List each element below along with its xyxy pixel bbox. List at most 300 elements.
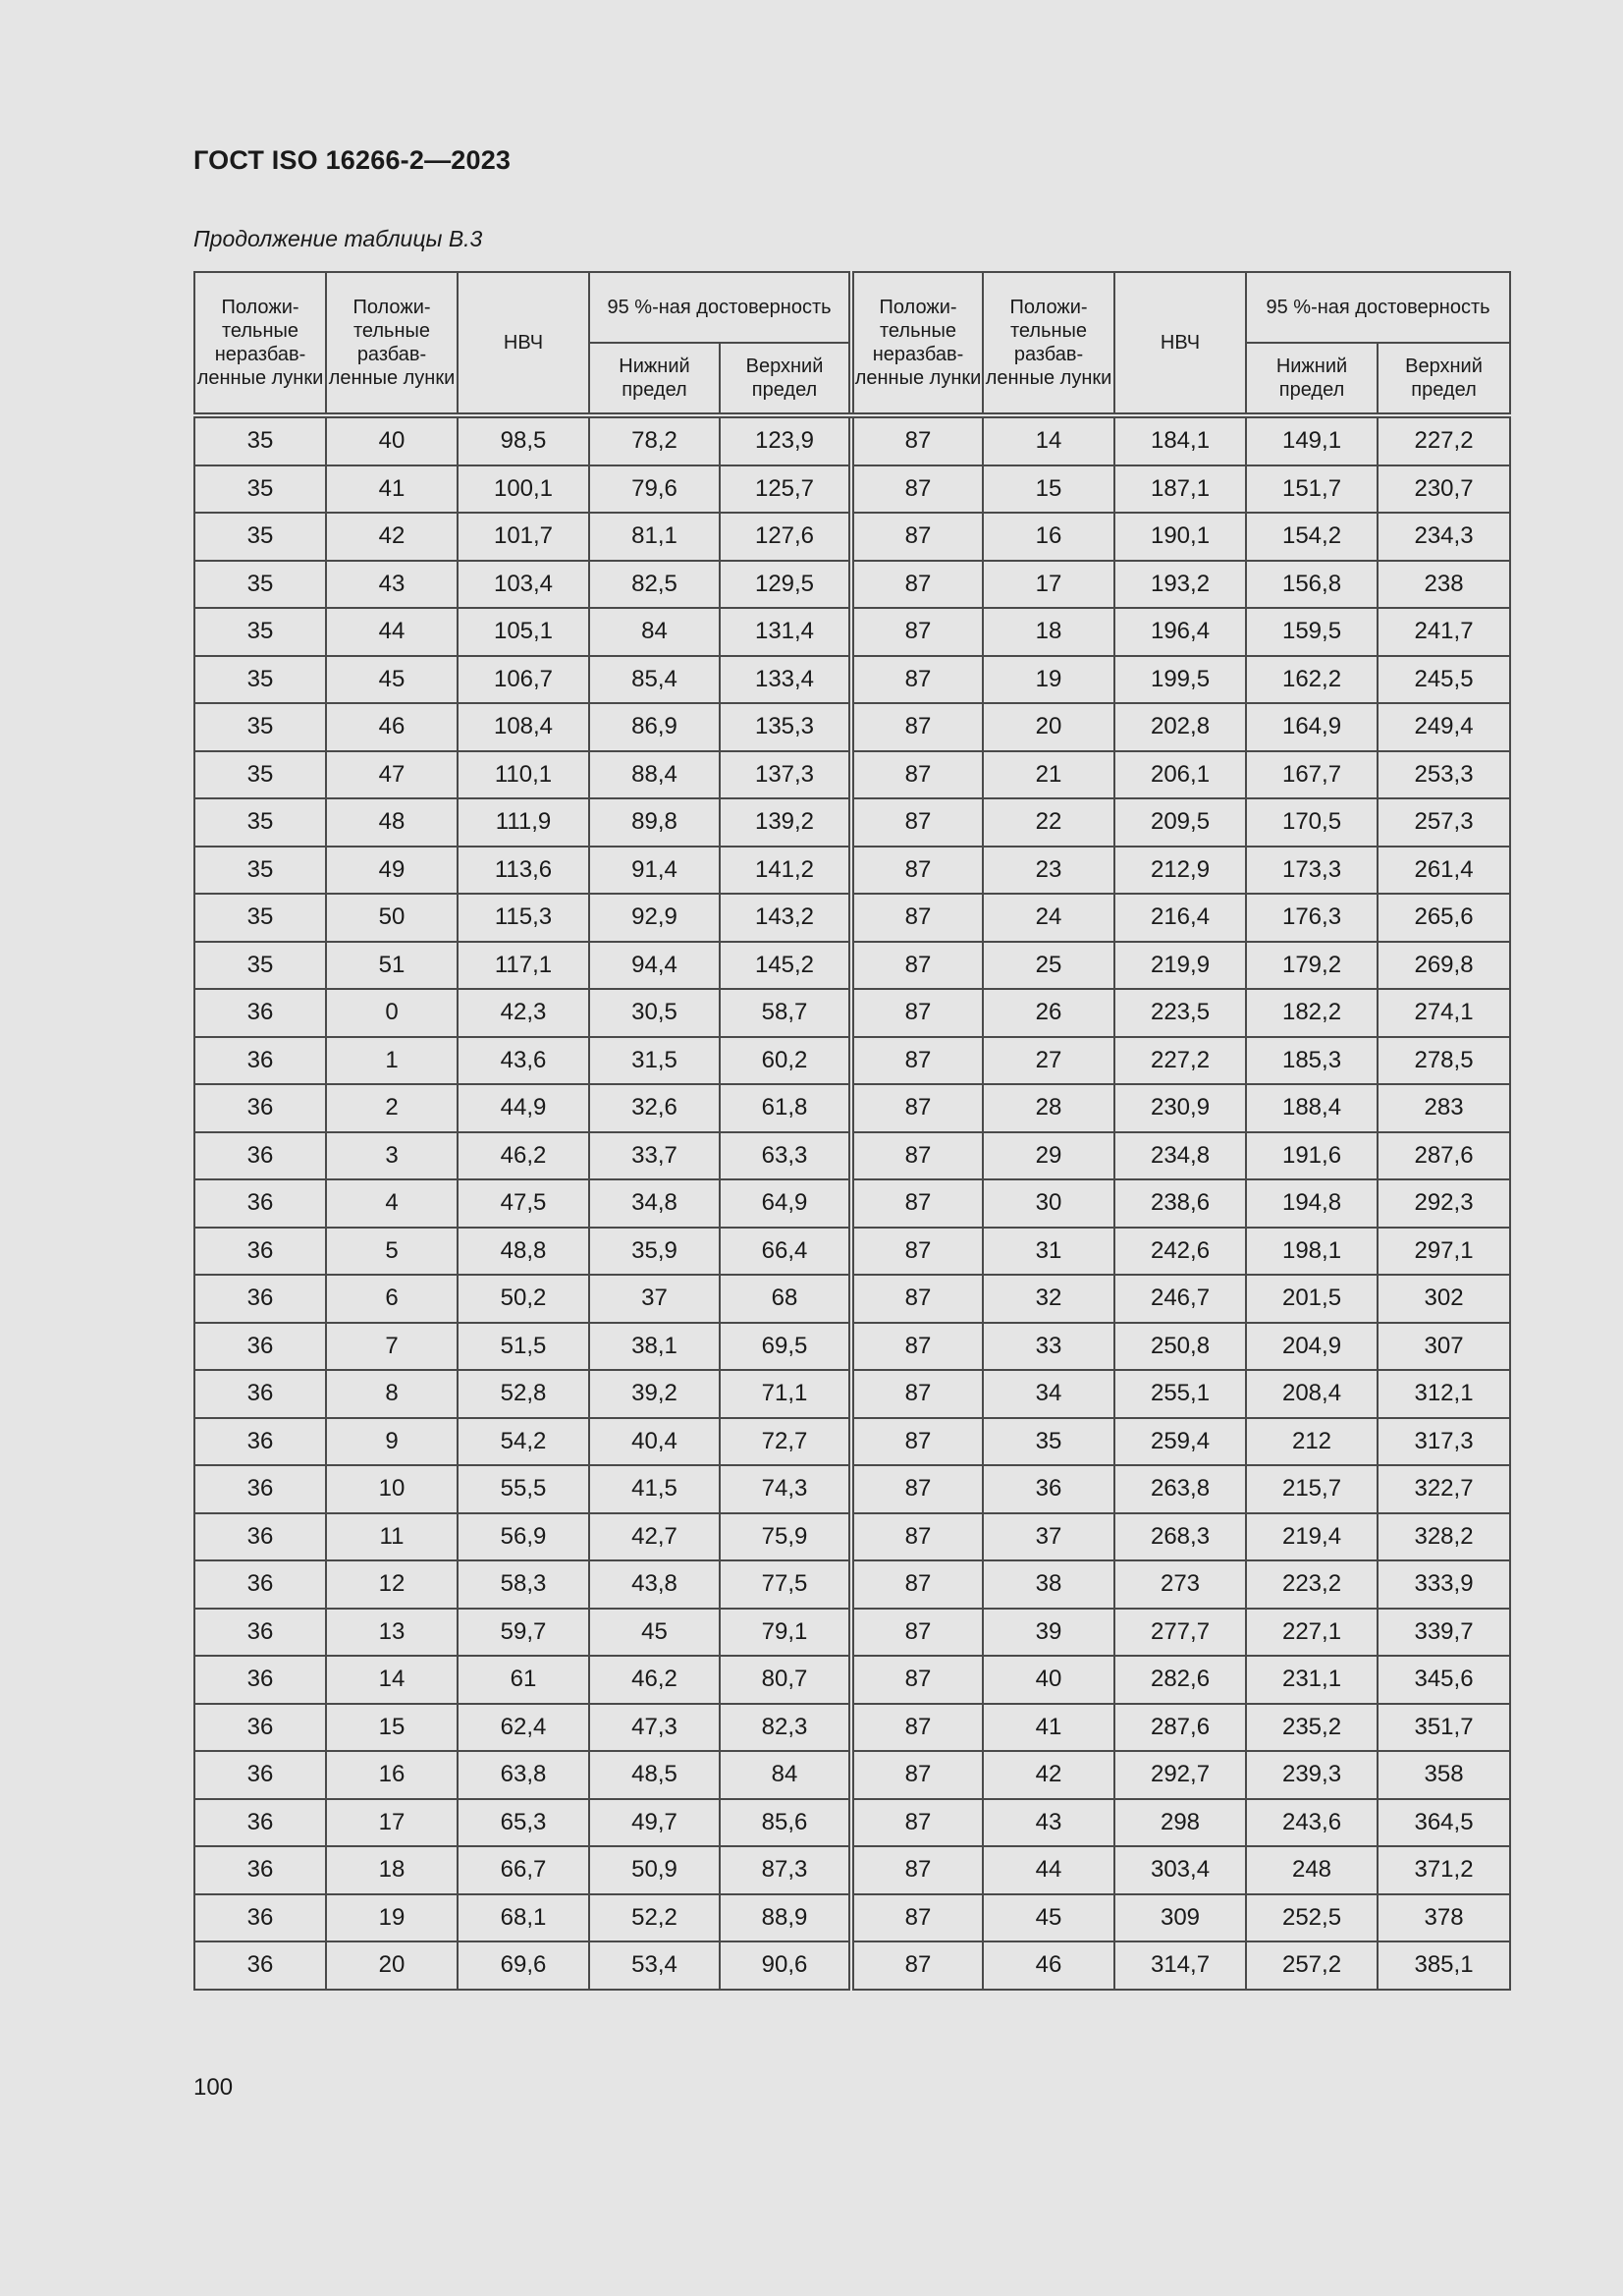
cell-positive-undiluted: 36: [194, 1704, 326, 1752]
cell-positive-diluted: 44: [983, 1846, 1114, 1894]
cell-positive-diluted: 16: [326, 1751, 458, 1799]
cell-mpn: 115,3: [458, 894, 589, 942]
cell-upper-limit: 238: [1378, 561, 1510, 609]
cell-positive-diluted: 12: [326, 1560, 458, 1609]
cell-mpn: 69,6: [458, 1941, 589, 1990]
cell-lower-limit: 42,7: [589, 1513, 720, 1561]
cell-lower-limit: 223,2: [1246, 1560, 1378, 1609]
header-lower-limit: [589, 343, 720, 415]
cell-positive-undiluted: 87: [851, 1323, 983, 1371]
cell-positive-diluted: 29: [983, 1132, 1114, 1180]
cell-mpn: 59,7: [458, 1609, 589, 1657]
cell-positive-undiluted: 36: [194, 1323, 326, 1371]
cell-mpn: 242,6: [1114, 1228, 1246, 1276]
cell-positive-diluted: 37: [983, 1513, 1114, 1561]
cell-upper-limit: 141,2: [720, 847, 851, 895]
cell-positive-undiluted: 36: [194, 1084, 326, 1132]
table-row: [194, 1513, 1510, 1561]
cell-positive-diluted: 19: [983, 656, 1114, 704]
cell-positive-diluted: 49: [326, 847, 458, 895]
cell-lower-limit: 45: [589, 1609, 720, 1657]
cell-positive-undiluted: 36: [194, 1846, 326, 1894]
cell-positive-diluted: 41: [983, 1704, 1114, 1752]
header-positive-undiluted: [851, 272, 983, 415]
cell-mpn: 255,1: [1114, 1370, 1246, 1418]
cell-mpn: 105,1: [458, 608, 589, 656]
cell-upper-limit: 333,9: [1378, 1560, 1510, 1609]
cell-mpn: 219,9: [1114, 942, 1246, 990]
cell-positive-diluted: 45: [326, 656, 458, 704]
cell-lower-limit: 30,5: [589, 989, 720, 1037]
cell-mpn: 268,3: [1114, 1513, 1246, 1561]
cell-positive-diluted: 18: [326, 1846, 458, 1894]
cell-lower-limit: 88,4: [589, 751, 720, 799]
cell-mpn: 54,2: [458, 1418, 589, 1466]
cell-upper-limit: 385,1: [1378, 1941, 1510, 1990]
cell-positive-undiluted: 87: [851, 1370, 983, 1418]
cell-positive-undiluted: 35: [194, 513, 326, 561]
cell-positive-diluted: 41: [326, 465, 458, 514]
cell-positive-diluted: 34: [983, 1370, 1114, 1418]
cell-positive-undiluted: 35: [194, 751, 326, 799]
header-mpn-label: НВЧ: [1160, 332, 1201, 354]
cell-positive-undiluted: 36: [194, 1609, 326, 1657]
cell-positive-undiluted: 35: [194, 703, 326, 751]
cell-lower-limit: 198,1: [1246, 1228, 1378, 1276]
cell-positive-undiluted: 87: [851, 847, 983, 895]
cell-upper-limit: 265,6: [1378, 894, 1510, 942]
cell-positive-undiluted: 87: [851, 751, 983, 799]
cell-mpn: 98,5: [458, 415, 589, 465]
cell-lower-limit: 85,4: [589, 656, 720, 704]
cell-positive-undiluted: 35: [194, 847, 326, 895]
table-row: [194, 1132, 1510, 1180]
cell-mpn: 273: [1114, 1560, 1246, 1609]
cell-upper-limit: 371,2: [1378, 1846, 1510, 1894]
cell-lower-limit: 176,3: [1246, 894, 1378, 942]
cell-lower-limit: 252,5: [1246, 1894, 1378, 1942]
header-positive-diluted: [326, 272, 458, 415]
cell-positive-undiluted: 87: [851, 1275, 983, 1323]
cell-mpn: 106,7: [458, 656, 589, 704]
cell-positive-diluted: 15: [326, 1704, 458, 1752]
cell-upper-limit: 58,7: [720, 989, 851, 1037]
cell-upper-limit: 68: [720, 1275, 851, 1323]
cell-lower-limit: 34,8: [589, 1179, 720, 1228]
cell-lower-limit: 170,5: [1246, 798, 1378, 847]
table-row: [194, 608, 1510, 656]
cell-positive-undiluted: 36: [194, 1941, 326, 1990]
cell-positive-undiluted: 36: [194, 1132, 326, 1180]
cell-mpn: 113,6: [458, 847, 589, 895]
table-row: [194, 465, 1510, 514]
cell-mpn: 55,5: [458, 1465, 589, 1513]
cell-positive-undiluted: 35: [194, 608, 326, 656]
cell-mpn: 184,1: [1114, 415, 1246, 465]
table-row: [194, 1656, 1510, 1704]
cell-positive-diluted: 17: [326, 1799, 458, 1847]
cell-lower-limit: 212: [1246, 1418, 1378, 1466]
cell-upper-limit: 345,6: [1378, 1656, 1510, 1704]
cell-positive-diluted: 19: [326, 1894, 458, 1942]
cell-upper-limit: 127,6: [720, 513, 851, 561]
cell-positive-undiluted: 87: [851, 798, 983, 847]
table-row: [194, 1846, 1510, 1894]
cell-lower-limit: 167,7: [1246, 751, 1378, 799]
cell-positive-diluted: 45: [983, 1894, 1114, 1942]
cell-upper-limit: 66,4: [720, 1228, 851, 1276]
table-row: [194, 1323, 1510, 1371]
cell-positive-undiluted: 36: [194, 1513, 326, 1561]
cell-positive-undiluted: 36: [194, 1370, 326, 1418]
cell-mpn: 196,4: [1114, 608, 1246, 656]
cell-lower-limit: 173,3: [1246, 847, 1378, 895]
cell-positive-undiluted: 87: [851, 1228, 983, 1276]
cell-mpn: 238,6: [1114, 1179, 1246, 1228]
cell-positive-diluted: 33: [983, 1323, 1114, 1371]
cell-upper-limit: 145,2: [720, 942, 851, 990]
header-positive-undiluted-label: Положи-тельные неразбав-ленные лунки: [854, 297, 982, 389]
cell-positive-undiluted: 36: [194, 1560, 326, 1609]
cell-positive-undiluted: 87: [851, 1418, 983, 1466]
cell-positive-diluted: 30: [983, 1179, 1114, 1228]
cell-positive-diluted: 46: [326, 703, 458, 751]
cell-upper-limit: 74,3: [720, 1465, 851, 1513]
cell-upper-limit: 64,9: [720, 1179, 851, 1228]
cell-lower-limit: 243,6: [1246, 1799, 1378, 1847]
cell-lower-limit: 201,5: [1246, 1275, 1378, 1323]
cell-positive-diluted: 14: [983, 415, 1114, 465]
cell-positive-diluted: 32: [983, 1275, 1114, 1323]
cell-lower-limit: 156,8: [1246, 561, 1378, 609]
cell-positive-diluted: 7: [326, 1323, 458, 1371]
cell-lower-limit: 149,1: [1246, 415, 1378, 465]
cell-lower-limit: 159,5: [1246, 608, 1378, 656]
header-lower-limit: [1246, 343, 1378, 415]
cell-lower-limit: 31,5: [589, 1037, 720, 1085]
cell-positive-diluted: 3: [326, 1132, 458, 1180]
cell-positive-undiluted: 35: [194, 465, 326, 514]
cell-positive-undiluted: 87: [851, 1037, 983, 1085]
cell-positive-diluted: 22: [983, 798, 1114, 847]
cell-upper-limit: 364,5: [1378, 1799, 1510, 1847]
cell-upper-limit: 278,5: [1378, 1037, 1510, 1085]
cell-positive-diluted: 25: [983, 942, 1114, 990]
table-row: [194, 1084, 1510, 1132]
table-row: [194, 415, 1510, 465]
cell-mpn: 58,3: [458, 1560, 589, 1609]
cell-upper-limit: 69,5: [720, 1323, 851, 1371]
cell-lower-limit: 37: [589, 1275, 720, 1323]
cell-mpn: 100,1: [458, 465, 589, 514]
cell-positive-undiluted: 87: [851, 415, 983, 465]
cell-mpn: 52,8: [458, 1370, 589, 1418]
cell-positive-diluted: 20: [983, 703, 1114, 751]
cell-positive-undiluted: 87: [851, 1179, 983, 1228]
header-positive-diluted-label: Положи-тельные разбав-ленные лунки: [985, 297, 1112, 389]
cell-positive-undiluted: 87: [851, 942, 983, 990]
cell-mpn: 42,3: [458, 989, 589, 1037]
cell-upper-limit: 227,2: [1378, 415, 1510, 465]
cell-positive-undiluted: 87: [851, 703, 983, 751]
cell-positive-diluted: 31: [983, 1228, 1114, 1276]
table-row: [194, 798, 1510, 847]
cell-lower-limit: 82,5: [589, 561, 720, 609]
cell-upper-limit: 317,3: [1378, 1418, 1510, 1466]
cell-positive-undiluted: 87: [851, 1799, 983, 1847]
table-row: [194, 751, 1510, 799]
table-row: [194, 1465, 1510, 1513]
cell-positive-diluted: 40: [983, 1656, 1114, 1704]
cell-positive-diluted: 44: [326, 608, 458, 656]
header-positive-diluted: [983, 272, 1114, 415]
cell-positive-diluted: 20: [326, 1941, 458, 1990]
cell-mpn: 263,8: [1114, 1465, 1246, 1513]
header-confidence-label: 95 %-ная достоверность: [1266, 297, 1490, 318]
cell-lower-limit: 49,7: [589, 1799, 720, 1847]
table-row: [194, 561, 1510, 609]
cell-lower-limit: 79,6: [589, 465, 720, 514]
cell-upper-limit: 129,5: [720, 561, 851, 609]
cell-positive-diluted: 28: [983, 1084, 1114, 1132]
cell-upper-limit: 87,3: [720, 1846, 851, 1894]
cell-mpn: 223,5: [1114, 989, 1246, 1037]
header-positive-diluted-label: Положи-тельные разбав-ленные лунки: [328, 297, 456, 389]
table-body: [194, 415, 1510, 1990]
cell-lower-limit: 91,4: [589, 847, 720, 895]
cell-positive-diluted: 11: [326, 1513, 458, 1561]
cell-positive-undiluted: 36: [194, 1179, 326, 1228]
cell-lower-limit: 154,2: [1246, 513, 1378, 561]
cell-positive-undiluted: 87: [851, 1941, 983, 1990]
cell-upper-limit: 302: [1378, 1275, 1510, 1323]
cell-positive-undiluted: 36: [194, 1037, 326, 1085]
header-lower-limit-label: Нижний предел: [619, 355, 690, 401]
header-mpn-label: НВЧ: [503, 332, 544, 354]
cell-upper-limit: 261,4: [1378, 847, 1510, 895]
cell-positive-undiluted: 87: [851, 1656, 983, 1704]
cell-mpn: 117,1: [458, 942, 589, 990]
header-positive-undiluted-label: Положи-тельные неразбав-ленные лунки: [196, 297, 324, 389]
cell-positive-diluted: 16: [983, 513, 1114, 561]
cell-upper-limit: 137,3: [720, 751, 851, 799]
cell-lower-limit: 48,5: [589, 1751, 720, 1799]
cell-mpn: 46,2: [458, 1132, 589, 1180]
table-row: [194, 989, 1510, 1037]
cell-mpn: 209,5: [1114, 798, 1246, 847]
table-row: [194, 656, 1510, 704]
cell-mpn: 63,8: [458, 1751, 589, 1799]
cell-lower-limit: 38,1: [589, 1323, 720, 1371]
cell-mpn: 48,8: [458, 1228, 589, 1276]
cell-lower-limit: 43,8: [589, 1560, 720, 1609]
table-row: [194, 1799, 1510, 1847]
cell-upper-limit: 88,9: [720, 1894, 851, 1942]
table-row: [194, 1704, 1510, 1752]
cell-lower-limit: 89,8: [589, 798, 720, 847]
cell-lower-limit: 179,2: [1246, 942, 1378, 990]
cell-mpn: 246,7: [1114, 1275, 1246, 1323]
cell-mpn: 43,6: [458, 1037, 589, 1085]
cell-positive-diluted: 47: [326, 751, 458, 799]
cell-mpn: 298: [1114, 1799, 1246, 1847]
cell-positive-undiluted: 87: [851, 1751, 983, 1799]
cell-lower-limit: 47,3: [589, 1704, 720, 1752]
table-row: [194, 1179, 1510, 1228]
cell-upper-limit: 230,7: [1378, 465, 1510, 514]
cell-lower-limit: 162,2: [1246, 656, 1378, 704]
cell-positive-diluted: 6: [326, 1275, 458, 1323]
cell-positive-diluted: 50: [326, 894, 458, 942]
header-mpn: [1114, 272, 1246, 415]
cell-upper-limit: 241,7: [1378, 608, 1510, 656]
cell-positive-diluted: 18: [983, 608, 1114, 656]
table-row: [194, 1941, 1510, 1990]
cell-upper-limit: 60,2: [720, 1037, 851, 1085]
cell-positive-undiluted: 36: [194, 1894, 326, 1942]
cell-mpn: 65,3: [458, 1799, 589, 1847]
cell-mpn: 309: [1114, 1894, 1246, 1942]
cell-lower-limit: 78,2: [589, 415, 720, 465]
header-upper-limit: [720, 343, 851, 415]
table-row: [194, 1370, 1510, 1418]
cell-upper-limit: 307: [1378, 1323, 1510, 1371]
table-row: [194, 1751, 1510, 1799]
cell-lower-limit: 164,9: [1246, 703, 1378, 751]
cell-mpn: 314,7: [1114, 1941, 1246, 1990]
cell-mpn: 62,4: [458, 1704, 589, 1752]
cell-positive-diluted: 8: [326, 1370, 458, 1418]
cell-mpn: 212,9: [1114, 847, 1246, 895]
cell-positive-undiluted: 36: [194, 1418, 326, 1466]
cell-positive-undiluted: 87: [851, 513, 983, 561]
header-upper-limit-label: Верхний предел: [1405, 355, 1483, 401]
cell-upper-limit: 312,1: [1378, 1370, 1510, 1418]
cell-mpn: 303,4: [1114, 1846, 1246, 1894]
cell-positive-undiluted: 87: [851, 1609, 983, 1657]
cell-mpn: 68,1: [458, 1894, 589, 1942]
cell-mpn: 190,1: [1114, 513, 1246, 561]
header-confidence: [1246, 272, 1510, 343]
cell-positive-undiluted: 35: [194, 415, 326, 465]
table-row: [194, 1609, 1510, 1657]
cell-lower-limit: 53,4: [589, 1941, 720, 1990]
cell-upper-limit: 85,6: [720, 1799, 851, 1847]
cell-positive-undiluted: 87: [851, 561, 983, 609]
cell-positive-diluted: 39: [983, 1609, 1114, 1657]
mpn-table: [193, 271, 1511, 1991]
cell-lower-limit: 86,9: [589, 703, 720, 751]
cell-mpn: 56,9: [458, 1513, 589, 1561]
cell-positive-undiluted: 35: [194, 656, 326, 704]
cell-positive-diluted: 5: [326, 1228, 458, 1276]
cell-lower-limit: 50,9: [589, 1846, 720, 1894]
cell-positive-undiluted: 87: [851, 989, 983, 1037]
cell-positive-diluted: 0: [326, 989, 458, 1037]
cell-positive-diluted: 51: [326, 942, 458, 990]
header-lower-limit-label: Нижний предел: [1275, 355, 1348, 401]
cell-positive-diluted: 38: [983, 1560, 1114, 1609]
cell-upper-limit: 287,6: [1378, 1132, 1510, 1180]
cell-positive-undiluted: 36: [194, 989, 326, 1037]
cell-upper-limit: 328,2: [1378, 1513, 1510, 1561]
cell-lower-limit: 81,1: [589, 513, 720, 561]
cell-lower-limit: 185,3: [1246, 1037, 1378, 1085]
header-confidence: [589, 272, 851, 343]
cell-positive-diluted: 17: [983, 561, 1114, 609]
cell-mpn: 110,1: [458, 751, 589, 799]
table-row: [194, 703, 1510, 751]
cell-lower-limit: 194,8: [1246, 1179, 1378, 1228]
cell-mpn: 44,9: [458, 1084, 589, 1132]
cell-lower-limit: 231,1: [1246, 1656, 1378, 1704]
table-row: [194, 847, 1510, 895]
cell-mpn: 227,2: [1114, 1037, 1246, 1085]
cell-upper-limit: 61,8: [720, 1084, 851, 1132]
cell-lower-limit: 239,3: [1246, 1751, 1378, 1799]
cell-positive-diluted: 1: [326, 1037, 458, 1085]
cell-mpn: 50,2: [458, 1275, 589, 1323]
table-row: [194, 1560, 1510, 1609]
document-title: ГОСТ ISO 16266-2—2023: [193, 145, 512, 175]
cell-positive-undiluted: 87: [851, 608, 983, 656]
cell-mpn: 108,4: [458, 703, 589, 751]
cell-positive-diluted: 21: [983, 751, 1114, 799]
cell-upper-limit: 125,7: [720, 465, 851, 514]
cell-mpn: 47,5: [458, 1179, 589, 1228]
cell-lower-limit: 39,2: [589, 1370, 720, 1418]
cell-positive-diluted: 26: [983, 989, 1114, 1037]
cell-lower-limit: 188,4: [1246, 1084, 1378, 1132]
cell-positive-undiluted: 36: [194, 1799, 326, 1847]
cell-positive-diluted: 43: [983, 1799, 1114, 1847]
cell-lower-limit: 41,5: [589, 1465, 720, 1513]
cell-upper-limit: 131,4: [720, 608, 851, 656]
cell-mpn: 282,6: [1114, 1656, 1246, 1704]
cell-positive-undiluted: 87: [851, 1894, 983, 1942]
header-positive-undiluted: [194, 272, 326, 415]
cell-positive-undiluted: 36: [194, 1751, 326, 1799]
cell-upper-limit: 269,8: [1378, 942, 1510, 990]
cell-lower-limit: 219,4: [1246, 1513, 1378, 1561]
cell-mpn: 230,9: [1114, 1084, 1246, 1132]
cell-mpn: 103,4: [458, 561, 589, 609]
cell-mpn: 101,7: [458, 513, 589, 561]
cell-positive-undiluted: 36: [194, 1275, 326, 1323]
header-upper-limit: [1378, 343, 1510, 415]
cell-upper-limit: 339,7: [1378, 1609, 1510, 1657]
cell-upper-limit: 77,5: [720, 1560, 851, 1609]
cell-mpn: 277,7: [1114, 1609, 1246, 1657]
cell-positive-undiluted: 87: [851, 656, 983, 704]
cell-positive-undiluted: 36: [194, 1656, 326, 1704]
cell-upper-limit: 90,6: [720, 1941, 851, 1990]
cell-positive-diluted: 43: [326, 561, 458, 609]
cell-lower-limit: 46,2: [589, 1656, 720, 1704]
cell-positive-undiluted: 87: [851, 1132, 983, 1180]
cell-lower-limit: 52,2: [589, 1894, 720, 1942]
cell-positive-undiluted: 87: [851, 1560, 983, 1609]
cell-positive-undiluted: 35: [194, 894, 326, 942]
cell-positive-undiluted: 87: [851, 465, 983, 514]
cell-positive-diluted: 46: [983, 1941, 1114, 1990]
cell-lower-limit: 35,9: [589, 1228, 720, 1276]
cell-mpn: 287,6: [1114, 1704, 1246, 1752]
cell-upper-limit: 71,1: [720, 1370, 851, 1418]
cell-positive-diluted: 42: [326, 513, 458, 561]
cell-positive-diluted: 40: [326, 415, 458, 465]
cell-upper-limit: 245,5: [1378, 656, 1510, 704]
